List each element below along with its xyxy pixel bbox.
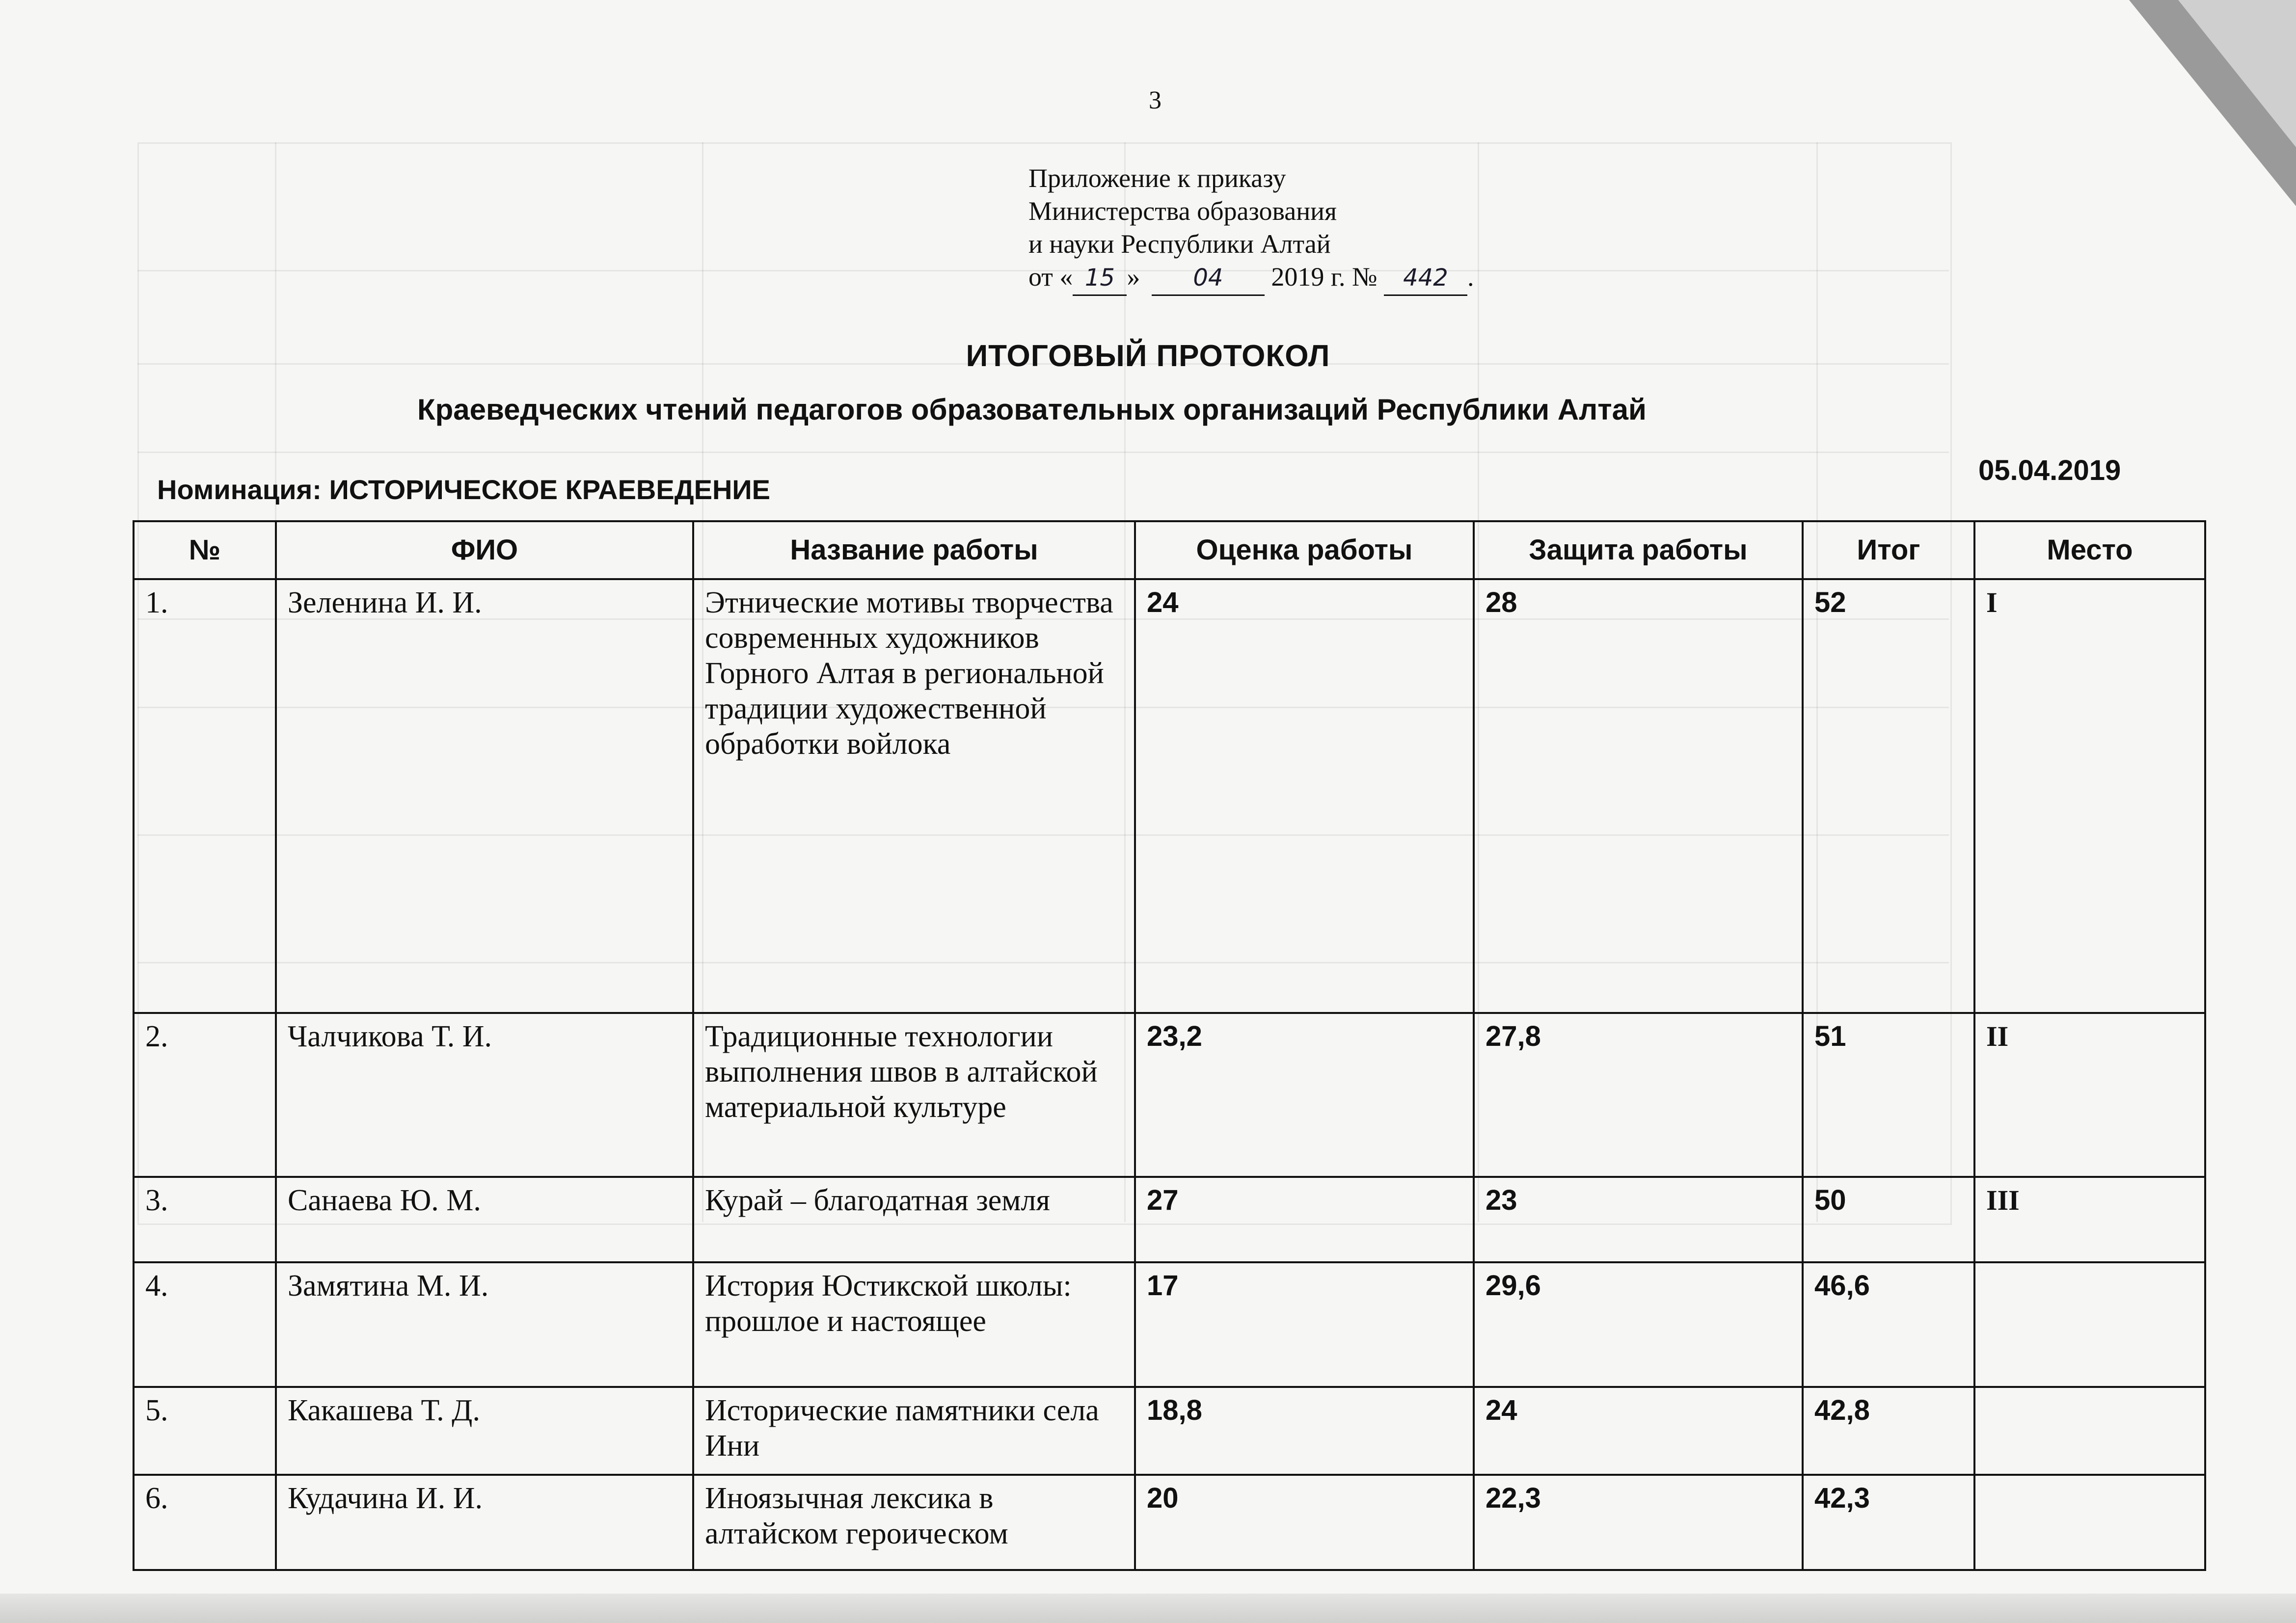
row-work-title: Иноязычная лексика в алтайском героическом (693, 1475, 1135, 1570)
row-place: I (1974, 579, 2205, 1013)
handwritten-order-number: 442 (1384, 262, 1467, 296)
header-defense-score: Защита работы (1474, 521, 1803, 579)
row-place: II (1974, 1013, 2205, 1177)
row-total: 51 (1803, 1013, 1974, 1177)
nomination (157, 474, 770, 506)
row-work-score: 27 (1135, 1177, 1474, 1262)
header-work-title: Название работы (693, 521, 1135, 579)
year-text: 2019 г. № (1271, 262, 1378, 292)
row-place (1974, 1262, 2205, 1387)
row-work-title: История Юстикской школы: прошлое и настоящее (693, 1262, 1135, 1387)
row-fio: Какашева Т. Д. (276, 1387, 693, 1475)
page-number: 3 (1149, 86, 1162, 114)
row-total: 42,8 (1803, 1387, 1974, 1475)
header-work-score: Оценка работы (1135, 521, 1474, 579)
appendix-block (1028, 162, 1474, 296)
row-fio: Санаева Ю. М. (276, 1177, 693, 1262)
appendix-line-1: Приложение к приказу (1028, 163, 1286, 193)
row-num: 4. (134, 1262, 276, 1387)
results-table (133, 520, 2206, 1571)
appendix-line-3: и науки Республики Алтай (1028, 229, 1331, 259)
bleed-through-line (137, 452, 1949, 453)
row-defense-score: 28 (1474, 579, 1803, 1013)
row-work-score: 23,2 (1135, 1013, 1474, 1177)
row-work-score: 18,8 (1135, 1387, 1474, 1475)
row-place (1974, 1387, 2205, 1475)
row-total: 50 (1803, 1177, 1974, 1262)
quote-close: » (1127, 262, 1140, 292)
row-fio: Чалчикова Т. И. (276, 1013, 693, 1177)
header-total: Итог (1803, 521, 1974, 579)
row-work-title: Традиционные технологии выполнения швов в алтайской материальной культуре (693, 1013, 1135, 1177)
row-defense-score: 29,6 (1474, 1262, 1803, 1387)
folded-corner-inner (2178, 0, 2296, 147)
row-work-score: 17 (1135, 1262, 1474, 1387)
row-defense-score: 22,3 (1474, 1475, 1803, 1570)
nomination-value: ИСТОРИЧЕСКОЕ КРАЕВЕДЕНИЕ (329, 474, 771, 505)
document-title: ИТОГОВЫЙ ПРОТОКОЛ (966, 339, 1330, 373)
header-num: № (134, 521, 276, 579)
handwritten-month: 04 (1152, 262, 1265, 296)
row-num: 2. (134, 1013, 276, 1177)
row-place: III (1974, 1177, 2205, 1262)
row-work-title: Исторические памятники села Ини (693, 1387, 1135, 1475)
row-num: 5. (134, 1387, 276, 1475)
header-place: Место (1974, 521, 2205, 579)
handwritten-day: 15 (1073, 262, 1127, 296)
row-defense-score: 24 (1474, 1387, 1803, 1475)
table-row (134, 579, 2205, 1013)
row-work-title: Этнические мотивы творчества современных художников Горного Алтая в региональной традиции художественной обработки войлока (693, 579, 1135, 1013)
row-num: 3. (134, 1177, 276, 1262)
table-row (134, 1387, 2205, 1475)
row-fio: Зеленина И. И. (276, 579, 693, 1013)
row-total: 42,3 (1803, 1475, 1974, 1570)
table-row (134, 1013, 2205, 1177)
document-subtitle: Краеведческих чтений педагогов образовательных организаций Республики Алтай (417, 393, 1647, 426)
table-row (134, 1177, 2205, 1262)
row-work-title: Курай – благодатная земля (693, 1177, 1135, 1262)
row-fio: Кудачина И. И. (276, 1475, 693, 1570)
document-date: 05.04.2019 (1978, 454, 2121, 486)
row-total: 52 (1803, 579, 1974, 1013)
row-defense-score: 27,8 (1474, 1013, 1803, 1177)
paper-bottom-edge (0, 1594, 2296, 1623)
row-num: 1. (134, 579, 276, 1013)
row-work-score: 24 (1135, 579, 1474, 1013)
appendix-order-line (1028, 261, 1474, 296)
header-fio: ФИО (276, 521, 693, 579)
from-prefix: от « (1028, 262, 1073, 292)
appendix-line-2: Министерства образования (1028, 196, 1337, 226)
row-total: 46,6 (1803, 1262, 1974, 1387)
row-fio: Замятина М. И. (276, 1262, 693, 1387)
table-row (134, 1475, 2205, 1570)
table-row (134, 1262, 2205, 1387)
trailing-dot: . (1467, 262, 1474, 292)
row-num: 6. (134, 1475, 276, 1570)
table-header-row (134, 521, 2205, 579)
nomination-label: Номинация: (157, 474, 322, 505)
row-work-score: 20 (1135, 1475, 1474, 1570)
row-place (1974, 1475, 2205, 1570)
row-defense-score: 23 (1474, 1177, 1803, 1262)
